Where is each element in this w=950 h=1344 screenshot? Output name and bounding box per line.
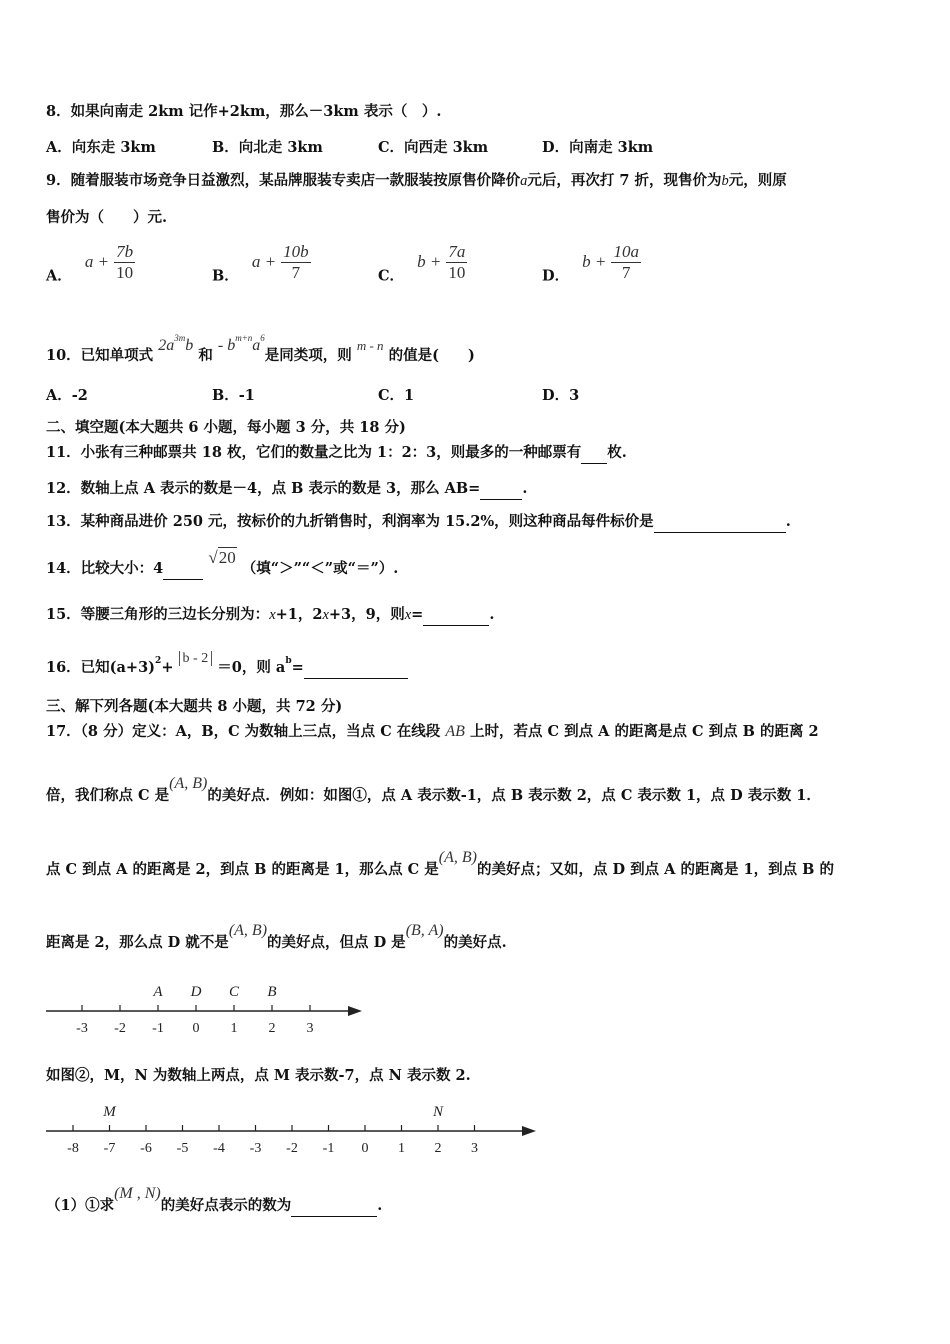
q8-option-a: A．向东走 3km: [46, 139, 156, 156]
section-3-heading: 三、解下列各题(本大题共 8 小题，共 72 分): [46, 698, 343, 715]
q9-option-d: D． b + $\frac{10a}{7}$: [542, 242, 639, 285]
q9-option-a: A． a + $\frac{7b}{10}$: [46, 242, 134, 285]
q15: 15．等腰三角形的三边长分别为：x+1，2x+3，9，则x= .: [46, 605, 494, 626]
q14: 14．比较大小：4 √20 （填“＞”“＜”或“＝”）.: [46, 558, 398, 580]
fig1-tick-label: 3: [306, 1021, 314, 1036]
fig2-point-n: N: [432, 1104, 444, 1120]
fig1-point-d: D: [190, 984, 202, 1000]
q17-line3: 点 C 到点 A 的距离是 2，到点 B 的距离是 1，那么点 C 是(A, B)的美好点；又如，点 D 到点 A 的距离是 1，到点 B 的: [46, 849, 834, 878]
q17-line4: 距离是 2，那么点 D 就不是(A, B)的美好点，但点 D 是(B, A)的美好点.: [46, 922, 507, 951]
fig1-arrow-icon: [348, 1006, 362, 1016]
fig1-point-a: A: [153, 984, 163, 1000]
fig2-arrow-icon: [522, 1126, 536, 1136]
fig2-tick-label: -3: [249, 1141, 262, 1156]
fig1-tick-label: -3: [76, 1021, 88, 1036]
q8-stem: 8．如果向南走 2km 记作+2km，那么－3km 表示（ ）.: [46, 103, 442, 120]
q8-option-d: D．向南走 3km: [542, 139, 654, 156]
q10-option-d: D．3: [542, 387, 580, 404]
fig1-tick-label: 1: [230, 1021, 238, 1036]
fig2-tick-label: -7: [103, 1141, 116, 1156]
q10-option-a: A．-2: [46, 387, 88, 404]
fig2-point-m: M: [103, 1104, 116, 1120]
fig2-tick-label: -6: [140, 1141, 152, 1156]
q11: 11．小张有三种邮票共 18 枚，它们的数量之比为 1：2：3，则最多的一种邮票有 枚.: [46, 443, 627, 464]
q16: 16．已知$(a+3)^2+ b - 2 =0$，则 $a^b=$: [46, 651, 408, 679]
section-2-heading: 二、填空题(本大题共 6 小题，每小题 3 分，共 18 分): [46, 419, 406, 436]
q13: 13．某种商品进价 250 元，按标价的九折销售时，利润率为 15.2%，则这种商品每件标价是 .: [46, 512, 791, 533]
fig2-tick-label: -8: [67, 1141, 79, 1156]
fig1-point-c: C: [228, 984, 240, 1000]
fig1-tick-label: -2: [114, 1021, 126, 1036]
fig2-tick-label: 2: [434, 1141, 442, 1156]
fig2-tick-label: -2: [286, 1141, 298, 1156]
fig2-tick-label: -1: [322, 1141, 335, 1156]
q9-stem-line2: 售价为（ ）元.: [46, 209, 168, 226]
q12: 12．数轴上点 A 表示的数是－4，点 B 表示的数是 3，那么 AB= .: [46, 479, 527, 500]
q10-stem: 10．已知单项式 $2a^{3m}b$ 和 - $b^{m+n}a^6$是同类项，则 m - n 的值是( ): [46, 333, 475, 364]
fig1-tick-label: -1: [152, 1021, 164, 1036]
q8-option-b: B．向北走 3km: [212, 139, 323, 156]
number-line-figure-1: [40, 978, 380, 1038]
q8-option-c: C．向西走 3km: [378, 139, 489, 156]
q10-option-c: C．1: [378, 387, 415, 404]
q9-stem-line1: 9．随着服装市场竞争日益激烈，某品牌服装专卖店一款服装按原售价降价a元后，再次打 7 折，现售价为b元，则原: [46, 172, 787, 189]
q9-option-c: C． b + $\frac{7a}{10}$: [378, 242, 466, 285]
number-line-figure-2: [40, 1096, 550, 1160]
fig2-tick-label: -4: [213, 1141, 225, 1156]
fig2-tick-label: 1: [398, 1141, 405, 1156]
fig1-tick-label: 0: [192, 1021, 200, 1036]
q17-figure2-text: 如图②，M，N 为数轴上两点，点 M 表示数-7，点 N 表示数 2.: [46, 1067, 471, 1084]
q10-option-b: B．-1: [212, 387, 255, 404]
fig2-tick-label: 3: [471, 1141, 478, 1156]
q9-option-b: B． a + $\frac{10b}{7}$: [212, 242, 309, 285]
q17-part1: （1）①求(M , N)的美好点表示的数为 .: [46, 1196, 382, 1217]
q17-line2: 倍，我们称点 C 是(A, B)的美好点．例如：如图①，点 A 表示数-1，点 B 表示数 2，点 C 表示数 1，点 D 表示数 1．: [46, 775, 821, 804]
q17-line1: 17．（8 分）定义：A，B，C 为数轴上三点，当点 C 在线段 AB 上时，若点 C 到点 A 的距离是点 C 到点 B 的距离 2: [46, 723, 819, 740]
fig2-tick-label: -5: [176, 1141, 189, 1156]
fig1-tick-label: 2: [268, 1021, 276, 1036]
fig1-point-b: B: [267, 984, 277, 1000]
fig2-tick-label: 0: [361, 1141, 369, 1156]
